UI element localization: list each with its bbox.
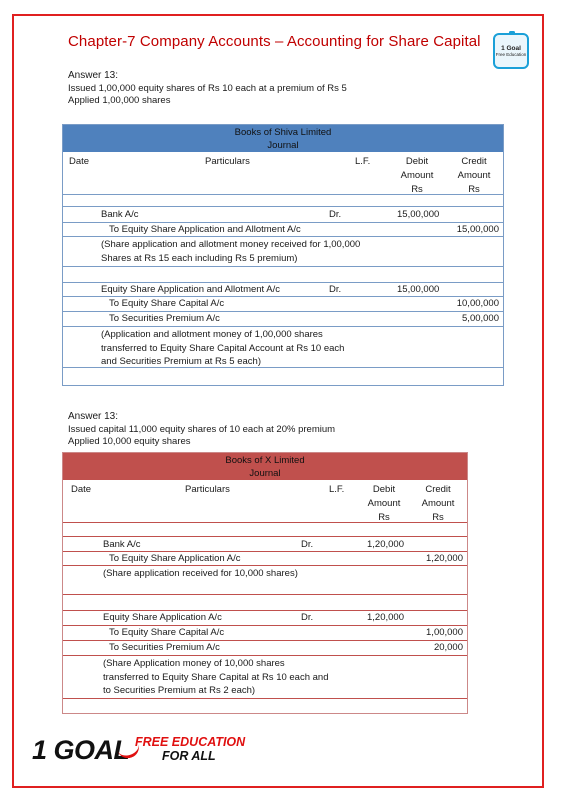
credit-amount: 1,20,000 xyxy=(426,553,463,564)
narration: (Application and allotment money of 1,00,000 shares transferred to Equity Share Capital Account at Rs 10 each and Securities Premium at Rs 5 each) xyxy=(101,329,345,367)
answer-heading: Answer 13: xyxy=(68,70,119,81)
credit-amount: 1,00,000 xyxy=(426,627,463,638)
table-row xyxy=(63,610,467,625)
table-row-spacer xyxy=(63,194,503,206)
debit-amount: 1,20,000 xyxy=(367,612,404,623)
logo-line-2: Free Education xyxy=(495,52,527,57)
table-row-spacer xyxy=(63,367,503,381)
dr-marker: Dr. xyxy=(329,209,342,220)
narration-row xyxy=(63,326,503,367)
table-row xyxy=(63,536,467,551)
col-particulars: Particulars xyxy=(205,156,250,167)
journal-header xyxy=(63,453,467,480)
brand-name: 1 GOAL xyxy=(32,735,130,765)
dr-marker: Dr. xyxy=(329,284,342,295)
journal-header xyxy=(63,125,503,152)
dr-marker: Dr. xyxy=(301,612,314,623)
credit-amount: 5,00,000 xyxy=(462,313,499,324)
narration: (Share application and allotment money received for 1,00,000 Shares at Rs 15 each including Rs 5 premium) xyxy=(101,239,361,264)
answer-line-1: Issued capital 11,000 equity shares of 10 each at 20% premium xyxy=(68,423,336,435)
answer-line-2: Applied 10,000 equity shares xyxy=(68,436,191,447)
table-row xyxy=(63,625,467,640)
answer-line-1: Issued 1,00,000 equity shares of Rs 10 each at a premium of Rs 5 xyxy=(68,82,347,94)
col-debit: Debit Amount Rs xyxy=(400,156,434,195)
credit-account: To Equity Share Capital A/c xyxy=(109,298,225,309)
col-lf: L.F. xyxy=(329,484,345,495)
credit-account: To Securities Premium A/c xyxy=(109,313,220,324)
credit-amount: 10,00,000 xyxy=(456,298,499,309)
column-headers xyxy=(63,152,503,194)
narration-row xyxy=(63,655,467,698)
table-row-spacer xyxy=(63,266,503,282)
credit-amount: 15,00,000 xyxy=(456,224,499,235)
table-row xyxy=(63,640,467,655)
col-lf: L.F. xyxy=(355,156,371,167)
answer-1-text xyxy=(68,70,347,108)
brand-tagline-1: FREE EDUCATION xyxy=(135,735,246,749)
goal-logo-badge xyxy=(493,33,529,69)
table-row xyxy=(63,282,503,296)
col-debit: Debit Amount Rs xyxy=(367,484,401,523)
journal-title: Books of Shiva Limited xyxy=(234,127,332,138)
col-date: Date xyxy=(71,484,92,495)
table-row-spacer xyxy=(63,522,467,536)
answer-2-text xyxy=(68,411,335,449)
credit-account: To Equity Share Application and Allotment A/c xyxy=(109,224,301,235)
dr-marker: Dr. xyxy=(301,539,314,550)
col-date: Date xyxy=(69,156,90,167)
table-row xyxy=(63,296,503,311)
debit-account: Equity Share Application A/c xyxy=(103,612,222,623)
col-credit: Credit Amount Rs xyxy=(421,484,455,523)
col-credit: Credit Amount Rs xyxy=(457,156,491,195)
credit-account: To Equity Share Application A/c xyxy=(109,553,241,564)
journal-table-x-limited xyxy=(62,452,468,714)
answer-heading: Answer 13: xyxy=(68,411,119,422)
journal-title: Books of X Limited xyxy=(225,455,305,466)
debit-account: Equity Share Application and Allotment A/c xyxy=(101,284,281,295)
credit-amount: 20,000 xyxy=(433,642,463,653)
table-row-spacer xyxy=(63,594,467,610)
debit-amount: 15,00,000 xyxy=(397,209,440,220)
column-headers xyxy=(63,480,467,522)
credit-account: To Equity Share Capital A/c xyxy=(109,627,225,638)
answer-line-2: Applied 1,00,000 shares xyxy=(68,95,171,106)
journal-subtitle: Journal xyxy=(267,140,299,151)
narration-row xyxy=(63,236,503,266)
journal-table-shiva xyxy=(62,124,504,386)
table-row-spacer xyxy=(63,698,467,712)
logo-line-1: 1 Goal xyxy=(501,45,521,52)
narration-row xyxy=(63,565,467,594)
debit-account: Bank A/c xyxy=(103,539,141,550)
debit-amount: 1,20,000 xyxy=(367,539,404,550)
debit-amount: 15,00,000 xyxy=(397,284,440,295)
table-row xyxy=(63,206,503,222)
table-row xyxy=(63,311,503,326)
table-row xyxy=(63,551,467,565)
narration: (Share application received for 10,000 shares) xyxy=(103,568,298,579)
debit-account: Bank A/c xyxy=(101,209,139,220)
chapter-title: Chapter-7 Company Accounts – Accounting for Share Capital xyxy=(68,33,481,50)
badge-top-mark xyxy=(509,31,515,34)
credit-account: To Securities Premium A/c xyxy=(109,642,220,653)
table-row xyxy=(63,222,503,236)
narration: (Share Application money of 10,000 shares transferred to Equity Share Capital at Rs 10 each and to Securities Premium at Rs 2 each) xyxy=(103,658,329,696)
col-particulars: Particulars xyxy=(185,484,230,495)
journal-subtitle: Journal xyxy=(249,468,281,479)
brand-tagline-2: FOR ALL xyxy=(162,749,216,763)
